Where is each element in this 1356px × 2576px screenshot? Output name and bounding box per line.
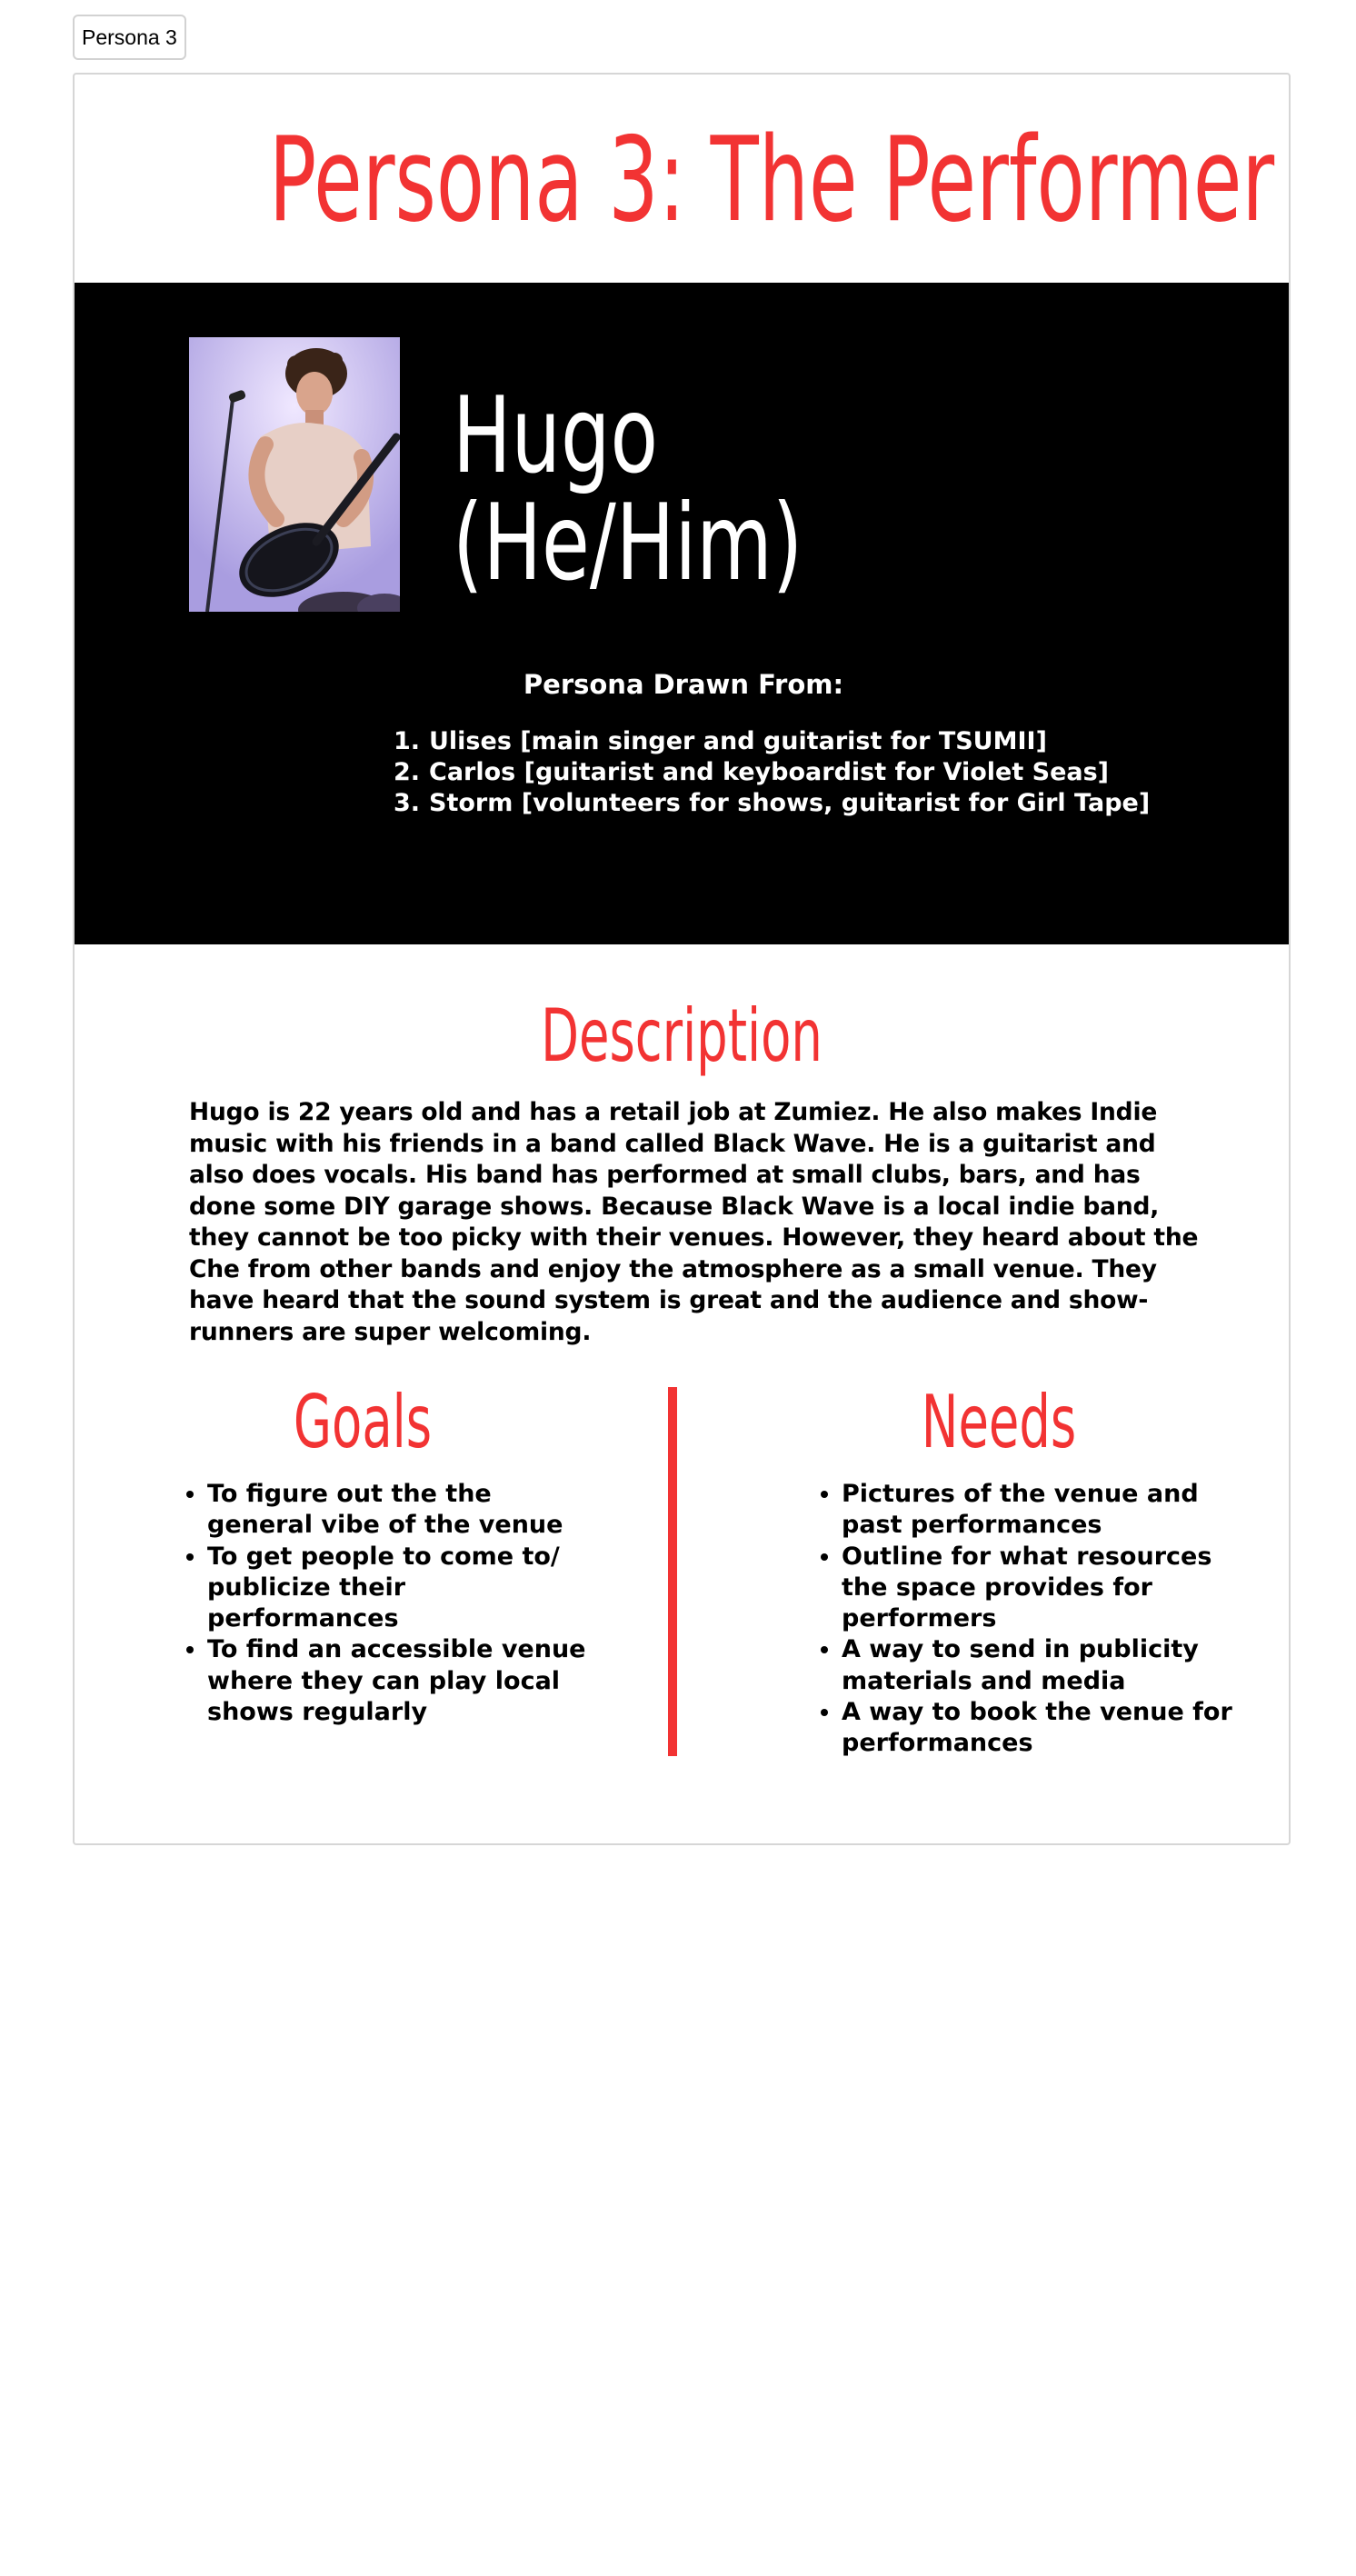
column-divider [668,1387,677,1756]
persona-pronouns: (He/Him) [453,482,803,604]
list-item: • To figure out the the general vibe of the venue [207,1479,598,1542]
goals-heading: Goals [293,1380,433,1464]
persona-name [453,374,803,604]
list-item: 3. Storm [volunteers for shows, guitarist for Girl Tape] [393,789,1151,817]
page-title: Persona 3: The Performer [268,113,1275,248]
list-item: 1. Ulises [main singer and guitarist for TSUMII] [393,727,1047,755]
needs-heading: Needs [921,1380,1077,1464]
persona-name-first: Hugo [453,374,658,497]
description-text: Hugo is 22 years old and has a retail job at Zumiez. He also makes Indie music with his friends in a band called Black Wave. He is a guitarist and also does vocals. His band has performed at small clubs, bars, and has done some DIY garage shows. Because Black Wave is a local indie band, they cannot be too picky with their venues. However, they heard about the Che from other bands and enjoy the atmosphere as a small venue. They have heard that the sound system is great and the audience and show-runners are super welcoming. [189,1098,1199,1346]
hero-banner [75,283,1291,944]
list-item: • To get people to come to/ publicize their performances [207,1542,598,1635]
persona-card [73,73,1291,1845]
list-item: • A way to book the venue for performances [842,1697,1232,1760]
guitarist-illustration [189,337,400,612]
goals-list [184,1479,598,1728]
list-item: • Outline for what resources the space provides for performers [842,1542,1232,1635]
description-heading: Description [541,993,823,1078]
needs-list [818,1479,1232,1760]
persona-photo [189,337,400,612]
persona-tab[interactable]: Persona 3 [73,15,186,60]
list-item: • Pictures of the venue and past performances [842,1479,1232,1542]
drawn-from-list [384,726,1150,819]
list-item: • A way to send in publicity materials and media [842,1634,1232,1697]
list-item: 2. Carlos [guitarist and keyboardist for Violet Seas] [393,758,1110,786]
list-item: • To find an accessible venue where they can play local shows regularly [207,1634,598,1728]
drawn-from-heading: Persona Drawn From: [523,669,844,700]
